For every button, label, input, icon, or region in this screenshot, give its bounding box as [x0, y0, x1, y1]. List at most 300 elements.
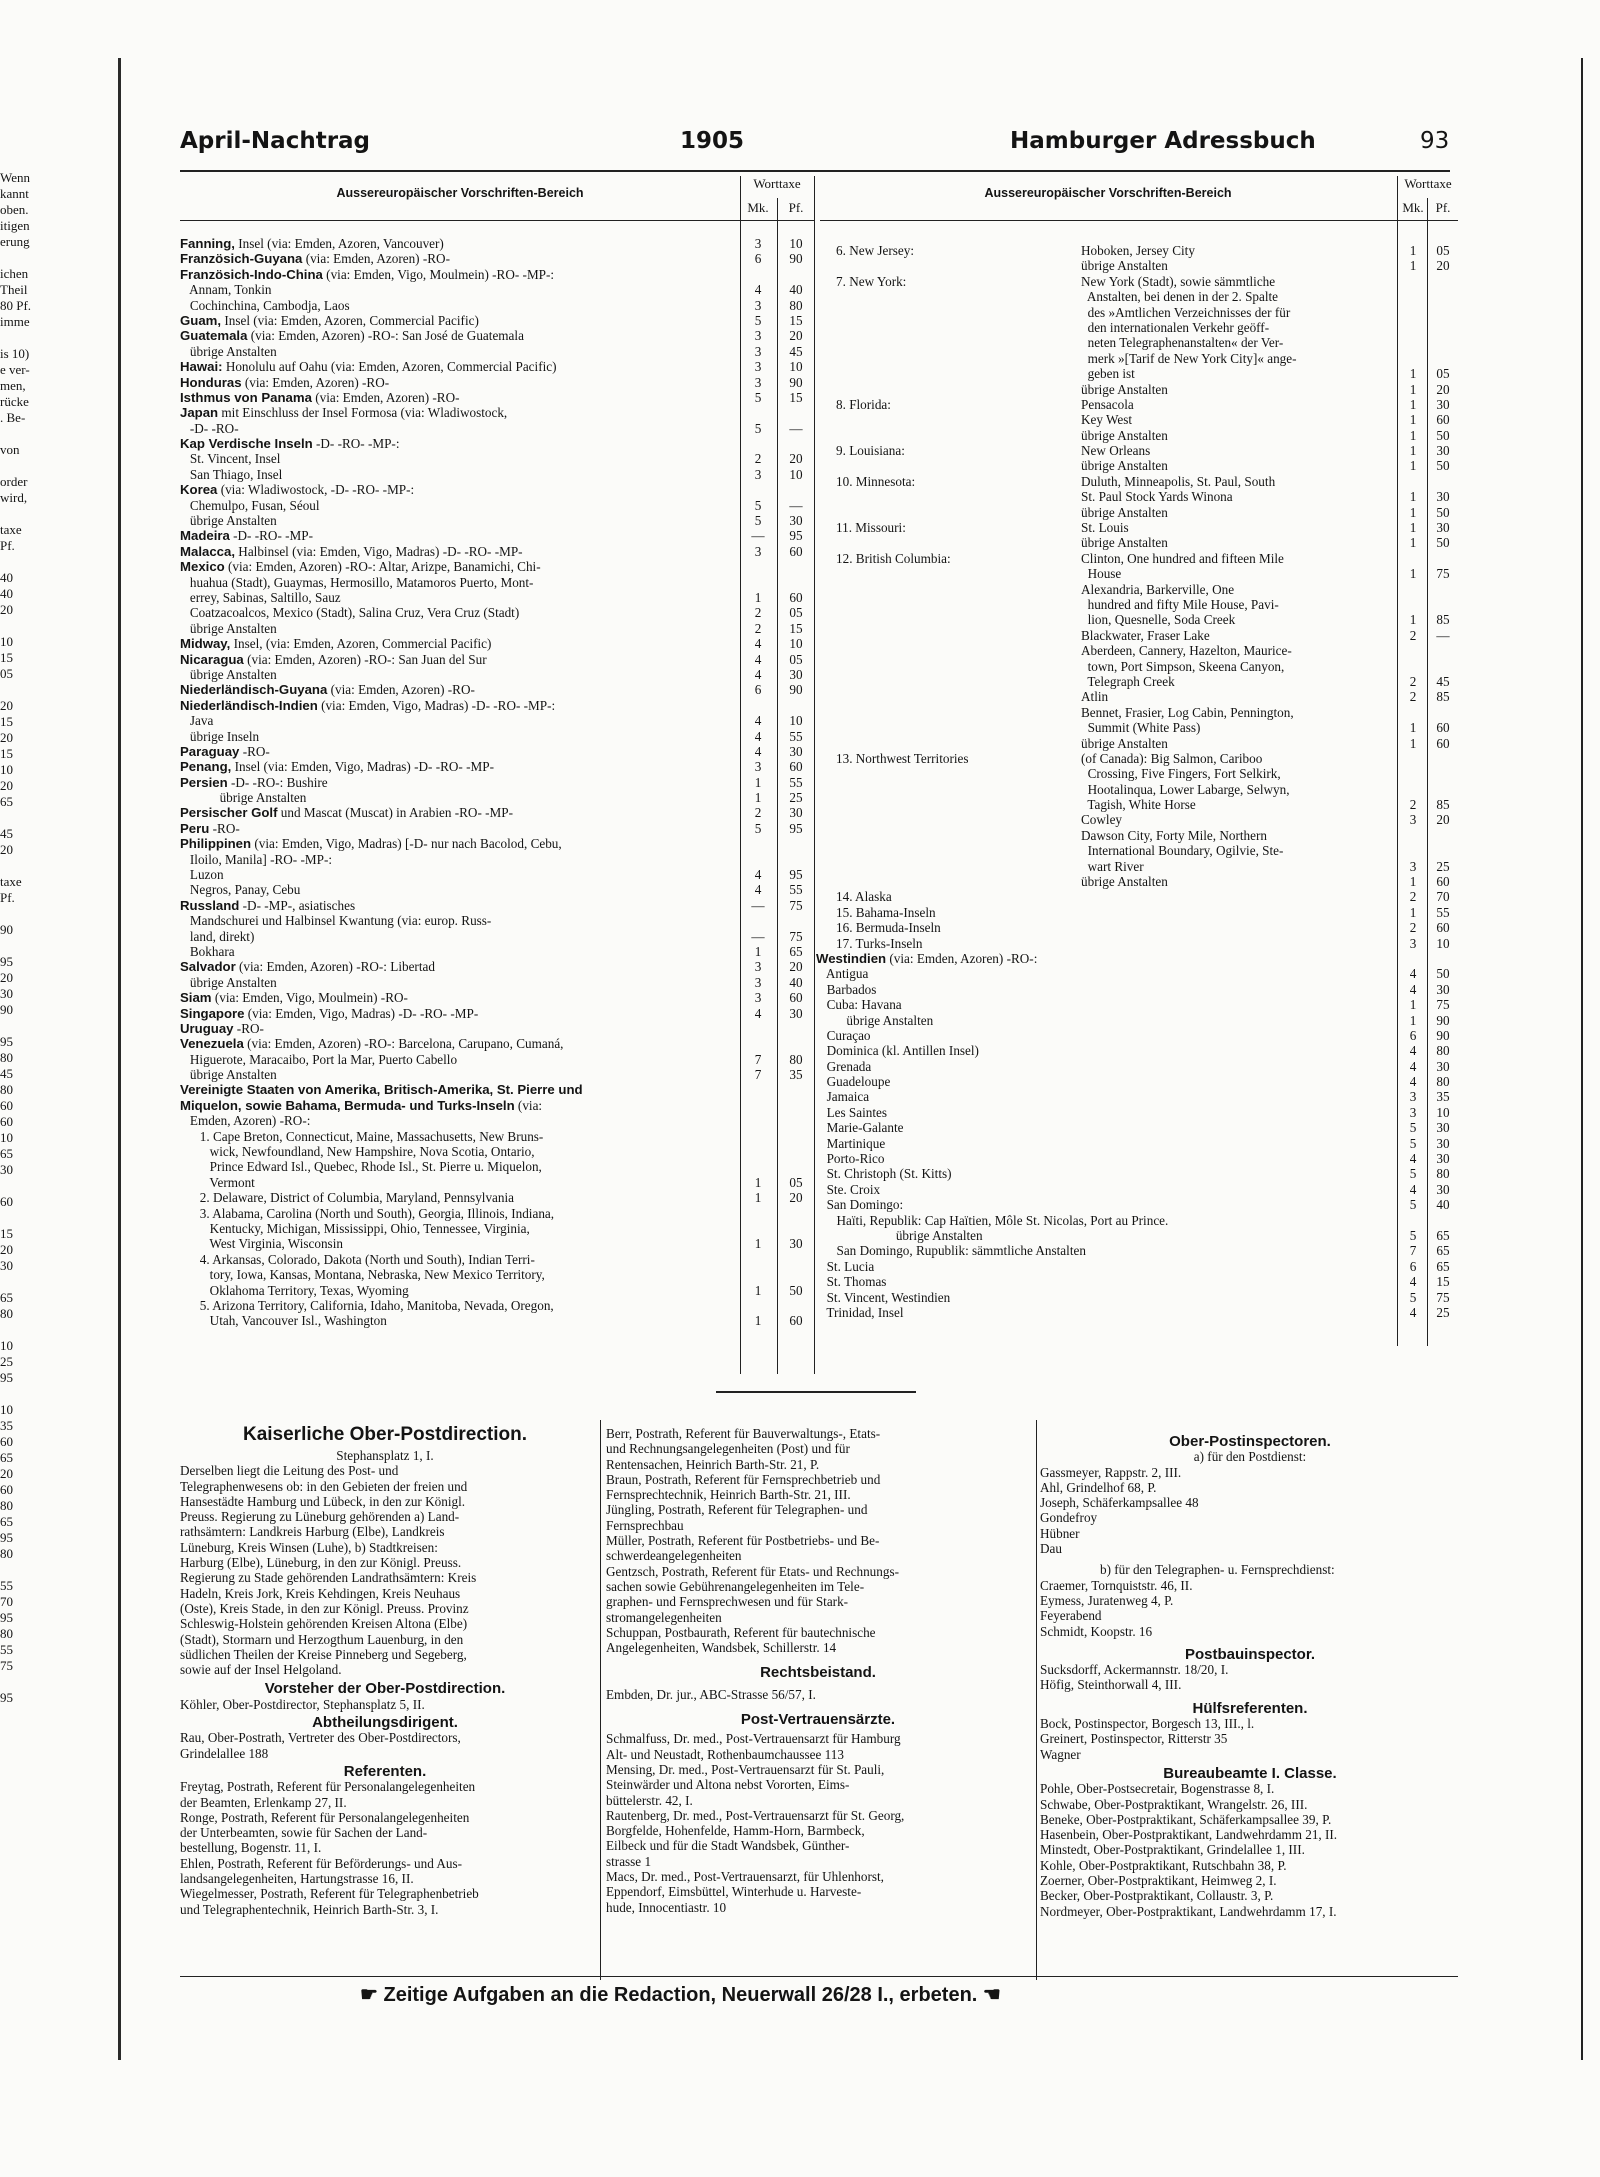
destination-detail: San Domingo, Rupublik: sämmtliche Anstalten: [820, 1243, 1086, 1259]
table-row: [180, 913, 814, 928]
destination: [180, 790, 736, 805]
destination-name: Nicaragua: [180, 651, 244, 667]
bureaubeamter-entry: Schwabe, Ober-Postpraktikant, Wrangelstr. 26, III.: [1040, 1796, 1308, 1812]
prev-page-fragment-line: 80: [0, 1050, 13, 1065]
rate-mk: 5: [754, 513, 762, 529]
destination-detail: und Mascat (Muscat) in Arabien -RO- -MP-: [277, 805, 513, 821]
destination-name: Penang,: [180, 759, 232, 775]
referent-line: Wiegelmesser, Postrath, Referent für Telegraphenbetrieb: [180, 1886, 479, 1902]
prev-page-fragment-line: 65: [0, 1514, 13, 1529]
prev-page-fragment-line: [0, 682, 44, 698]
table-row: [836, 258, 1458, 273]
destination-detail: (via: Emden, Vigo, Moulmein) -RO- -MP-:: [322, 266, 555, 282]
prev-page-fragment-line: 10: [0, 1338, 13, 1353]
table-row: [180, 390, 814, 405]
prev-page-fragment-line: 20: [0, 778, 13, 793]
header-rule: [180, 170, 1450, 172]
prev-page-fragment-line: [0, 458, 44, 474]
rate-mk: 5: [754, 312, 762, 328]
prev-page-fragment-line: 80: [0, 1082, 13, 1097]
table-row: [820, 1289, 1458, 1305]
rate-mk: 1: [1409, 427, 1417, 443]
table-row: [820, 1104, 1458, 1120]
arzt-line: Steinwärder und Altona nebst Vororten, Eims-: [606, 1777, 850, 1793]
rate-pf: 35: [1436, 1089, 1450, 1105]
table-row: [820, 966, 1458, 982]
destination: [180, 882, 736, 897]
rate-mk: 1: [1409, 396, 1417, 412]
rate-mk: 1: [754, 1282, 762, 1298]
table-row: [180, 313, 814, 328]
destination-name: Uruguay: [180, 1020, 234, 1036]
table-row: [180, 1206, 814, 1221]
rechtsbeistand-title: Rechtsbeistand.: [760, 1664, 876, 1682]
referenten-title: Referenten.: [343, 1762, 427, 1780]
destination-detail: Halbinsel (via: Emden, Vigo, Madras) -D- -RO- -MP-: [235, 543, 523, 559]
referent-line: Berr, Postrath, Referent für Bauverwaltungs-, Etats-: [606, 1426, 881, 1441]
destination-detail: Cowley: [1081, 812, 1123, 828]
rate-pf: 90: [1436, 1012, 1450, 1028]
rate-mk: 6: [754, 682, 762, 698]
destination-detail: St. Louis: [1081, 520, 1129, 536]
destination-detail: -D- -RO-: [180, 420, 239, 436]
prev-page-fragment-line: 55: [0, 1578, 13, 1593]
destination-detail: (via: Emden, Azoren) -RO-: Altar, Arizpe, Banamichi, Chi-: [224, 559, 541, 575]
destination-detail: Hoboken, Jersey City: [1081, 243, 1195, 258]
destination: [180, 513, 736, 528]
table-row: [836, 628, 1458, 643]
page-number: 93: [1420, 128, 1450, 154]
rate-mk: 3: [754, 343, 762, 359]
rate-mk: —: [751, 897, 765, 913]
destination-detail: Guadeloupe: [820, 1074, 891, 1090]
rate-pf: 60: [1436, 412, 1450, 428]
prev-page-fragment-line: 40: [0, 586, 13, 601]
destination: [180, 1021, 736, 1036]
rate-pf: 60: [789, 543, 803, 559]
destination-detail: (of Canada): Big Salmon, Cariboo: [1081, 750, 1263, 766]
left-rate-table: [180, 236, 814, 1329]
destination-detail: tory, Iowa, Kansas, Montana, Nebraska, New Mexico Territory,: [180, 1267, 545, 1283]
referent-line: der Unterbeamten, sowie für Sachen der Land-: [180, 1825, 428, 1841]
inspector-entry: Gondefroy: [1040, 1510, 1098, 1526]
section-divider: [716, 1391, 916, 1393]
destination: [180, 590, 736, 605]
destination: [180, 867, 736, 882]
prev-page-fragment-line: Theil: [0, 282, 28, 297]
destination-detail: 5. Arizona Territory, California, Idaho, Manitoba, Nevada, Oregon,: [180, 1297, 554, 1313]
referent-line: Fernsprechtechnik, Heinrich Barth-Str. 21, III.: [606, 1487, 851, 1503]
destination-detail: 2. Delaware, District of Columbia, Maryland, Pennsylvania: [180, 1190, 515, 1206]
destination-detail: übrige Anstalten: [180, 1067, 277, 1083]
rate-pf: 30: [1436, 1120, 1450, 1136]
bureaubeamter-entry: Pohle, Ober-Postsecretair, Bogenstrasse 8, I.: [1040, 1781, 1275, 1797]
destination: [180, 1252, 736, 1267]
destination-name: Niederländisch-Guyana: [180, 682, 328, 698]
prev-page-fragment-line: 20: [0, 1242, 13, 1257]
rate-mk: 4: [754, 666, 762, 682]
destination: [180, 621, 736, 636]
table-row: [180, 1175, 814, 1190]
description-line: (Stadt), Stormarn und Herzogthum Lauenburg, in den: [180, 1631, 464, 1647]
table-row: [820, 1212, 1458, 1228]
destination: [180, 759, 736, 774]
rate-pf: 10: [789, 236, 803, 251]
table-row: [836, 535, 1458, 550]
description-line: Harburg (Elbe), Lüneburg, in den zur Königl. Preuss.: [180, 1555, 462, 1571]
table-row: [180, 1021, 814, 1036]
destination-detail: Anstalten, bei denen in der 2. Spalte: [1081, 289, 1279, 305]
table-row: [180, 344, 814, 359]
rate-pf: 70: [1436, 889, 1450, 905]
arzt-line: strasse 1: [606, 1853, 652, 1869]
referent-line: Ehlen, Postrath, Referent für Beförderungs- und Aus-: [180, 1855, 462, 1871]
destination-name: Guatemala: [180, 328, 248, 344]
destination-detail: (via: Wladiwostock, -D- -RO- -MP-:: [217, 482, 415, 498]
table-row: [180, 929, 814, 944]
left-header-rule: [180, 220, 814, 221]
inspectors-column: [1040, 1434, 1460, 1919]
table-row: [180, 1236, 814, 1251]
table-row: [180, 1313, 814, 1328]
huelfsreferent-entry: Wagner: [1040, 1746, 1081, 1762]
rate-pf: 60: [1436, 874, 1450, 890]
prev-page-fragment-line: 65: [0, 1450, 13, 1465]
prev-page-fragment-line: ichen: [0, 266, 29, 281]
referent-line: Müller, Postrath, Referent für Postbetriebs- und Be-: [606, 1533, 880, 1549]
state-label: 14. Alaska: [836, 889, 892, 905]
destination: [180, 821, 736, 836]
arzt-line: Borgfelde, Hohenfelde, Hamm-Horn, Barmbeck,: [606, 1823, 865, 1839]
destination-detail: Kentucky, Michigan, Mississippi, Ohio, Tennessee, Virginia,: [180, 1221, 530, 1236]
destination-name: Venezuela: [180, 1036, 244, 1052]
destination-detail: (via: Emden, Azoren) -RO-: [327, 682, 475, 698]
table-row: [180, 575, 814, 590]
prev-page-fragment-line: 95: [0, 1610, 13, 1625]
destination-detail: Telegraph Creek: [1081, 673, 1175, 689]
directorate-address: Stephansplatz 1, I.: [336, 1448, 434, 1463]
destination-name: Persischer Golf: [180, 805, 278, 821]
left-region-header: Aussereuropäischer Vorschriften-Bereich: [336, 186, 584, 200]
rate-pf: 30: [1436, 1135, 1450, 1151]
destination-detail: Porto-Rico: [820, 1151, 885, 1167]
table-row: [180, 1144, 814, 1159]
destination-detail: errey, Sabinas, Saltillo, Sauz: [180, 589, 341, 605]
prev-page-fragment-line: oben.: [0, 202, 29, 217]
arzt-line: büttelerstr. 42, I.: [606, 1792, 693, 1808]
rate-pf: 55: [1436, 904, 1450, 920]
table-row: [820, 1181, 1458, 1197]
table-row: [180, 667, 814, 682]
destination-detail: Coatzacoalcos, Mexico (Stadt), Salina Cruz, Vera Cruz (Stadt): [180, 605, 520, 621]
rate-mk: —: [751, 528, 765, 544]
table-row: [180, 790, 814, 805]
inspector-entry: Dau: [1040, 1541, 1062, 1557]
rate-pf: 45: [1436, 673, 1450, 689]
rate-mk: 1: [754, 790, 762, 806]
rate-mk: 4: [754, 636, 762, 652]
destination: [180, 359, 736, 374]
destination-detail: merk »[Tarif de New York City]« ange-: [1081, 350, 1297, 366]
telegraphendienst-subtitle: b) für den Telegraphen- u. Fernsprechdienst:: [1100, 1562, 1335, 1578]
rate-pf: 80: [1436, 1166, 1450, 1182]
destination-detail: (via: Emden, Azoren) -RO-:: [886, 950, 1038, 966]
rate-pf: 65: [1436, 1243, 1450, 1259]
destination-detail: Haïti, Republik: Cap Haïtien, Môle St. Nicolas, Port au Prince.: [820, 1212, 1169, 1228]
table-row: [180, 236, 814, 251]
referenten-continued-column: [606, 1426, 1030, 1915]
destination-detail: übrige Anstalten: [180, 790, 307, 806]
destination-detail: (via: Emden, Azoren) -RO-: [241, 374, 390, 390]
prev-page-fragment-line: [0, 554, 44, 570]
rate-mk: 5: [1409, 1135, 1417, 1151]
destination-detail: des »Amtlichen Verzeichnisses der für: [1081, 304, 1291, 320]
referent-line: graphen- und Fernsprechwesen und für Stark-: [606, 1594, 849, 1610]
rate-mk: 2: [1409, 673, 1417, 689]
arzt-line: hude, Innocentiastr. 10: [606, 1899, 727, 1915]
rate-pf: 30: [789, 1005, 803, 1021]
prev-page-fragment-line: [0, 938, 44, 954]
prev-page-fragment-line: 20: [0, 730, 13, 745]
destination-detail: New York (Stadt), sowie sämmtliche: [1081, 273, 1276, 289]
rate-mk: 3: [1409, 858, 1417, 874]
referent-line: der Beamten, Erlenkamp 27, II.: [180, 1794, 347, 1810]
rate-pf: 50: [1436, 427, 1450, 443]
destination-detail: übrige Anstalten: [180, 343, 277, 359]
arzt-line: Rautenberg, Dr. med., Post-Vertrauensarzt für St. Georg,: [606, 1807, 905, 1823]
table-row: [836, 597, 1458, 612]
table-row: [180, 652, 814, 667]
rate-mk: 4: [754, 713, 762, 729]
destination: [180, 944, 736, 959]
table-row: [836, 612, 1458, 627]
prev-page-fragment-line: 40: [0, 570, 13, 585]
referent-line: Angelegenheiten, Wandsbek, Schillerstr. 14: [606, 1640, 837, 1656]
left-pf-header: Pf.: [788, 200, 804, 215]
destination: [180, 975, 736, 990]
destination: [180, 559, 736, 574]
vorsteher-title: Vorsteher der Ober-Postdirection.: [264, 1680, 506, 1698]
prev-page-fragment-line: 70: [0, 1594, 13, 1609]
right-region-header: Aussereuropäischer Vorschriften-Bereich: [984, 186, 1232, 200]
destination-detail: den internationalen Verkehr geöff-: [1081, 319, 1270, 335]
table-row: [180, 267, 814, 282]
destination-detail: St. Christoph (St. Kitts): [820, 1166, 952, 1182]
destination-name: Honduras: [180, 374, 242, 390]
destination: [180, 1236, 736, 1251]
table-row: [180, 375, 814, 390]
table-row: [836, 936, 1458, 951]
destination-detail: (via: Emden, Vigo, Madras) -D- -RO- -MP-:: [317, 697, 556, 713]
rate-pf: 20: [1436, 381, 1450, 397]
destination-detail: Utah, Vancouver Isl., Washington: [180, 1313, 387, 1329]
destination: [180, 1113, 736, 1128]
description-line: Schleswig-Holstein gehörenden Kreisen Altona (Elbe): [180, 1616, 468, 1632]
rate-pf: 10: [1436, 1104, 1450, 1120]
destination: [816, 951, 1386, 966]
rate-mk: 1: [754, 1190, 762, 1206]
prev-page-fragment-line: [0, 1562, 44, 1578]
destination-detail: -RO-: [233, 1020, 264, 1036]
rate-mk: 3: [754, 974, 762, 990]
rate-pf: 30: [789, 805, 803, 821]
right-pf-header: Pf.: [1435, 200, 1451, 215]
rate-pf: 50: [1436, 458, 1450, 474]
destination: [180, 729, 736, 744]
table-row: [836, 689, 1458, 704]
rate-pf: 80: [1436, 1074, 1450, 1090]
referent-line: Jüngling, Postrath, Referent für Telegraphen- und: [606, 1502, 868, 1518]
right-page-edge: [1581, 58, 1583, 2060]
rate-pf: 80: [789, 1051, 803, 1067]
table-row: [180, 605, 814, 620]
rate-pf: 15: [789, 620, 803, 636]
rate-mk: 1: [1409, 735, 1417, 751]
destination-detail: übrige Anstalten: [180, 666, 277, 682]
table-row: [180, 1298, 814, 1313]
table-row: [820, 1074, 1458, 1090]
table-row: [836, 505, 1458, 520]
rate-mk: 5: [1409, 1197, 1417, 1213]
table-row: [836, 720, 1458, 735]
prev-page-fragment-line: von: [0, 442, 20, 457]
destination: [180, 1129, 736, 1144]
destination-detail: übrige Anstalten: [180, 974, 277, 990]
destination: [180, 267, 736, 282]
prev-page-fragment-line: 15: [0, 714, 13, 729]
table-row: [836, 828, 1458, 843]
prev-page-fragment-line: 20: [0, 970, 13, 985]
table-row: [180, 805, 814, 820]
destination-detail: (via: Emden, Azoren) -RO-: [302, 251, 450, 267]
rate-mk: 2: [754, 620, 762, 636]
destination-detail: -D- -MP-, asiatisches: [239, 897, 356, 913]
bureaubeamter-entry: Kohle, Ober-Postpraktikant, Rutschbahn 38, P.: [1040, 1857, 1287, 1873]
rate-pf: 95: [789, 528, 803, 544]
destination-detail: übrige Anstalten: [180, 513, 277, 529]
destination: [180, 805, 736, 820]
prev-page-fragment-line: e ver-: [0, 362, 30, 377]
rate-mk: 5: [1409, 1228, 1417, 1243]
rate-mk: 5: [754, 420, 762, 436]
destination: [180, 898, 736, 913]
destination-detail: San Domingo:: [820, 1197, 904, 1213]
destination-detail: Pensacola: [1081, 396, 1134, 412]
description-line: Regierung zu Stade gehörenden Landrathsämtern: Kreis: [180, 1570, 477, 1586]
prev-page-fragment-line: 80: [0, 1546, 13, 1561]
prev-page-fragment-line: 95: [0, 1530, 13, 1545]
prev-page-fragment-line: Wenn: [0, 170, 30, 185]
right-mk-header: Mk.: [1402, 200, 1424, 215]
header-year: 1905: [680, 128, 745, 154]
destination: [180, 451, 736, 466]
rate-pf: 20: [789, 1190, 803, 1206]
rate-mk: 5: [1409, 1166, 1417, 1182]
destination-detail: übrige Anstalten: [1081, 735, 1168, 751]
prev-page-fragment-line: 15: [0, 650, 13, 665]
table-row: [820, 1166, 1458, 1182]
destination-detail: New Orleans: [1081, 443, 1151, 459]
destination-detail: (via: Emden, Azoren) -RO-: San José de Guatemala: [247, 328, 524, 344]
destination: [180, 251, 736, 266]
rate-mk: 6: [1409, 1027, 1417, 1043]
destination-detail: Cuba: Havana: [820, 997, 902, 1013]
destination-detail: Negros, Panay, Cebu: [180, 882, 301, 898]
left-worttaxe-header: Worttaxe: [753, 176, 801, 191]
rate-pf: 85: [1436, 797, 1450, 813]
destination-detail: town, Port Simpson, Skeena Canyon,: [1081, 658, 1285, 674]
table-row: [836, 643, 1458, 658]
destination-detail: übrige Anstalten: [1081, 381, 1168, 397]
rate-pf: 60: [789, 589, 803, 605]
destination-detail: Chemulpo, Fusan, Séoul: [180, 497, 320, 513]
table-row: [836, 474, 1458, 489]
table-row: [820, 1012, 1458, 1028]
destination: [180, 1036, 736, 1051]
destination-detail: Cochinchina, Cambodja, Laos: [180, 297, 350, 313]
prev-page-fragment-line: 55: [0, 1642, 13, 1657]
destination-name: Miquelon, sowie Bahama, Bermuda- und Turks-Inseln: [180, 1097, 515, 1113]
state-label: 15. Bahama-Inseln: [836, 904, 936, 920]
rate-mk: 3: [1409, 1104, 1417, 1120]
rate-mk: 5: [1409, 1289, 1417, 1305]
prev-page-fragment-line: 45: [0, 826, 13, 841]
destination-name: Isthmus von Panama: [180, 389, 312, 405]
prev-page-fragment-line: [0, 1674, 44, 1690]
rate-pf: 95: [789, 867, 803, 883]
telegraphendienst-list: [1040, 1578, 1460, 1639]
rate-mk: 7: [1409, 1243, 1417, 1259]
table-row: [180, 621, 814, 636]
directorate-description: [180, 1463, 590, 1677]
state-label: 8. Florida:: [836, 396, 891, 412]
rate-pf: 40: [1436, 1197, 1450, 1213]
prev-page-fragment-line: 05: [0, 666, 13, 681]
prev-page-fragment-line: [0, 810, 44, 826]
prev-page-fragment-line: 75: [0, 1658, 13, 1673]
destination: [180, 436, 736, 451]
destination-detail: Honolulu auf Oahu (via: Emden, Azoren, Commercial Pacific): [222, 359, 557, 375]
arzt-line: Mensing, Dr. med., Post-Vertrauensarzt für St. Pauli,: [606, 1761, 885, 1777]
prev-page-fragment-line: 95: [0, 1690, 13, 1705]
rate-mk: 3: [1409, 812, 1417, 828]
destination: [180, 328, 736, 343]
table-row: [836, 458, 1458, 473]
destination-name: Hawai:: [180, 359, 223, 375]
table-row: [180, 744, 814, 759]
referent-line: schwerdeangelegenheiten: [606, 1548, 742, 1564]
rate-mk: 2: [1409, 797, 1417, 813]
rate-pf: 10: [789, 359, 803, 375]
table-row: [180, 1006, 814, 1021]
destination-detail: Martinique: [820, 1135, 886, 1151]
rate-mk: 4: [754, 728, 762, 744]
destination: [180, 1082, 736, 1097]
destination-detail: Jamaica: [820, 1089, 870, 1105]
prev-page-fragment-line: [0, 1322, 44, 1338]
table-row: [180, 1067, 814, 1082]
referent-line: Freytag, Postrath, Referent für Personalangelegenheiten: [180, 1779, 476, 1795]
dirigent-title: Abtheilungsdirigent.: [312, 1714, 458, 1732]
description-line: Lüneburg, Kreis Winsen (Luhe), b) Stadtkreisen:: [180, 1539, 438, 1555]
rate-pf: 05: [789, 1174, 803, 1190]
rate-mk: 1: [754, 1236, 762, 1252]
table-row: [180, 1283, 814, 1298]
table-row: [836, 812, 1458, 827]
bottom-divider-2: [1036, 1420, 1037, 1980]
table-row: [180, 852, 814, 867]
destination-detail: (via:: [514, 1097, 543, 1113]
